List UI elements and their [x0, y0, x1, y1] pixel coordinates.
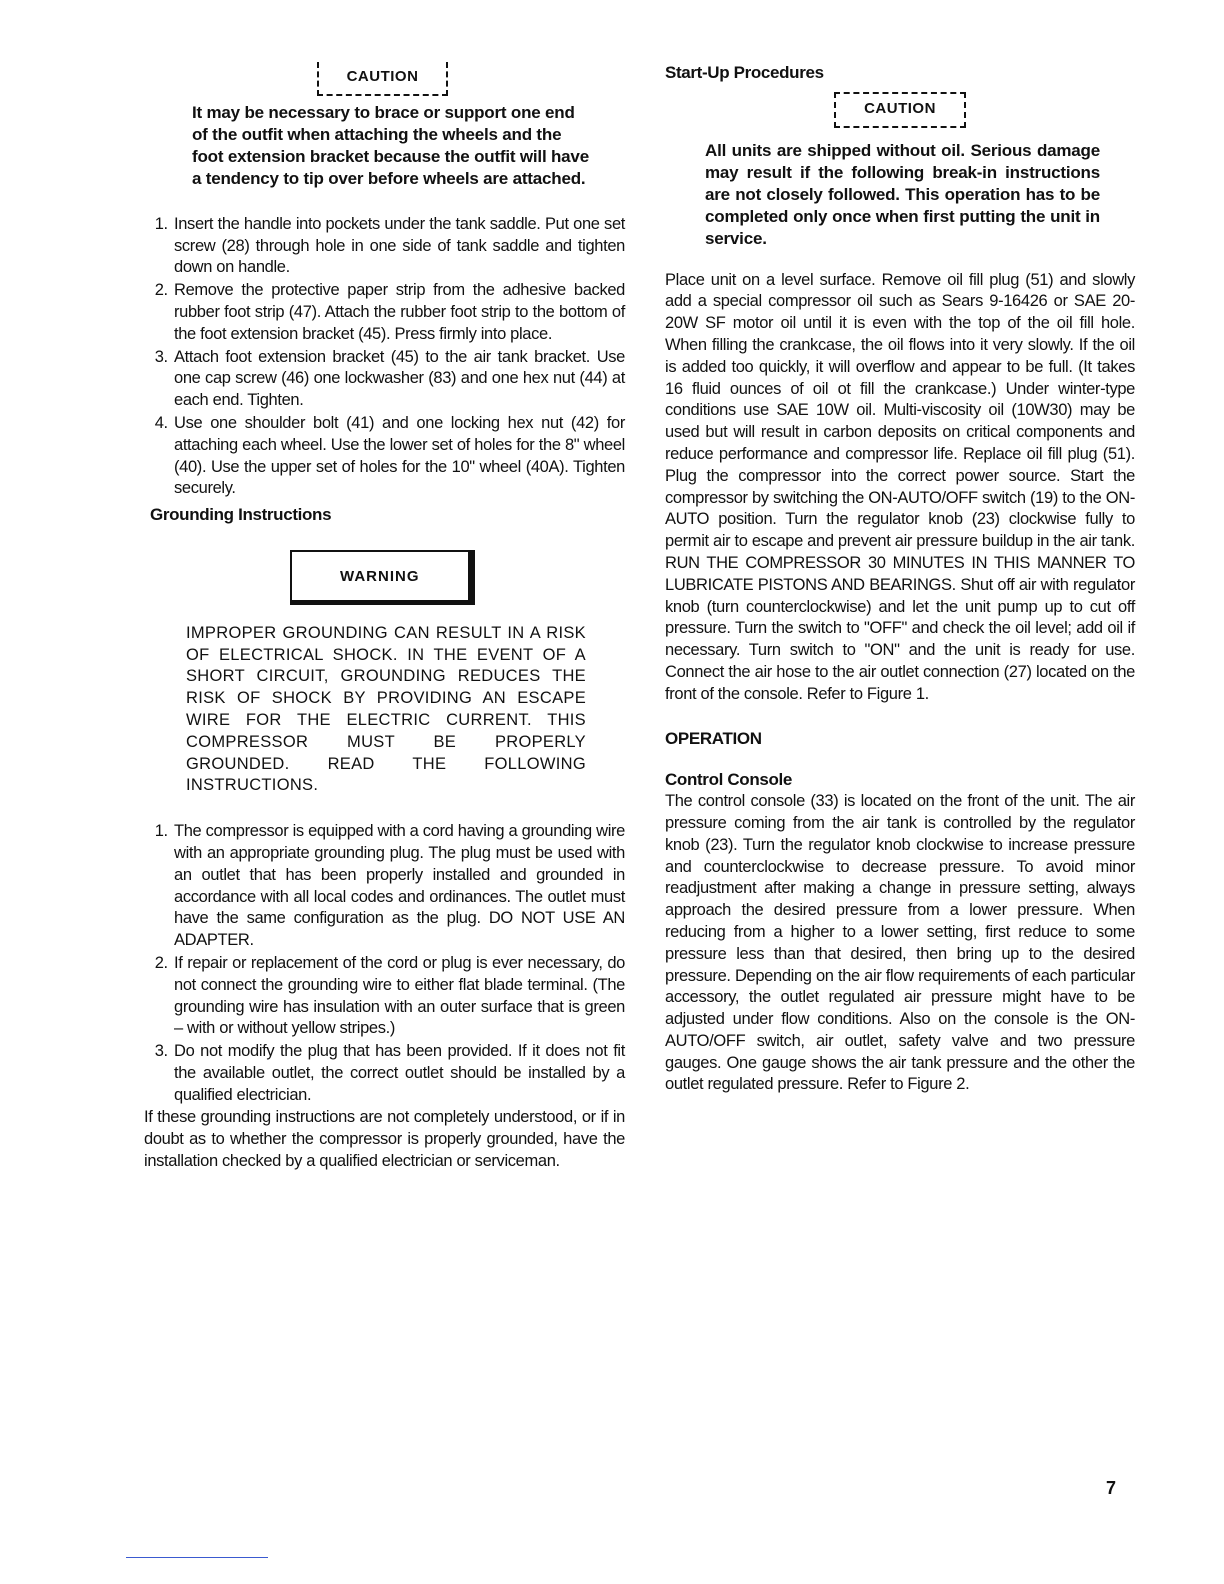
page-number: 7	[1105, 1478, 1116, 1498]
assembly-step: 3. Attach foot extension bracket (45) to the air tank bracket. Use one cap screw (46) one lockwasher (83) and one hex nut (44) at each end. Tighten.	[172, 347, 625, 412]
grounding-step: 3. Do not modify the plug that has been provided. If it does not fit the available outlet, the correct outlet should be installed by a qualified electrician.	[172, 1041, 625, 1106]
assembly-step: 4. Use one shoulder bolt (41) and one locking hex nut (42) for attaching each wheel. Use the lower set of holes for the 8" wheel (40). Use the upper set of holes for the 10" wheel (40A). Tighten securely.	[172, 413, 625, 500]
closing-text: If these grounding instructions are not completely understood, or if in doubt as to whether the compressor is properly grounded, have the installation checked by a qualified electrician or serviceman.	[144, 1108, 625, 1171]
warning-label: WARNING	[290, 550, 475, 605]
left-column	[144, 62, 625, 1173]
caution-label: CAUTION	[834, 92, 966, 128]
grounding-heading: Grounding Instructions	[150, 505, 332, 525]
startup-heading: Start-Up Procedures	[665, 63, 824, 82]
assembly-step: 1. Insert the handle into pockets under the tank saddle. Put one set screw (28) through hole in one side of tank saddle and tighten down on handle.	[172, 214, 625, 279]
caution-text: It may be necessary to brace or support one end of the outfit when attaching the wheels and the foot extension bracket because the outfit will have a tendency to tip over before wheels are attached.	[192, 102, 589, 188]
assembly-steps	[150, 214, 625, 500]
caution-text: All units are shipped without oil. Serious damage may result if the following break-in instructions are not closely followed. This operation has to be completed only once when first putting the unit in service.	[705, 140, 1100, 248]
startup-text: Place unit on a level surface. Remove oil fill plug (51) and slowly add a special compressor oil such as Sears 9-16426 or SAE 20-20W SF motor oil until it is even with the top of the oil fill hole. When filling the crankcase, the oil flows into it very slowly. If the oil is added too quickly, it will overflow and appear to be full. (It takes 16 fluid ounces of oil ot fill the crankcase.) Under winter-type conditions use SAE 10W oil. Multi-viscosity oil (10W30) may be used but will result in carbon deposits on critical components and reduce performance and compressor life. Replace oil fill plug (51). Plug the compressor into the correct power source. Start the compressor by switching the ON-AUTO/OFF switch (19) to the ON-AUTO position. Turn the regulator knob (23) clockwise fully to permit air to escape and prevent air pressure buildup in the air tank. RUN THE COMPRESSOR 30 MINUTES IN THIS MANNER TO LUBRICATE PISTONS AND BEARINGS. Shut off air with regulator knob (turn counterclockwise) and let the unit pump up to cut off pressure. Turn the switch to "OFF" and check the oil level; add oil if necessary. Turn switch to "ON" and the unit is ready for use. Connect the air hose to the air outlet connection (27) located on the front of the console. Refer to Figure 1.	[665, 270, 1135, 703]
grounding-steps	[150, 821, 625, 1106]
footer-rule	[126, 1557, 268, 1558]
operation-heading: OPERATION	[665, 728, 762, 748]
control-console-heading: Control Console	[665, 770, 792, 790]
assembly-step: 2. Remove the protective paper strip from the adhesive backed rubber foot strip (47). Attach the rubber foot strip to the bottom of the foot extension bracket (45). Press firmly into place.	[172, 280, 625, 345]
control-console-text: The control console (33) is located on the front of the unit. The air pressure coming from the air tank is controlled by the regulator knob (23). Turn the regulator knob clockwise to increase pressure and counterclockwise to decrease pressure. To avoid minor readjustment after making a change in pressure setting, always approach the desired pressure from a lower pressure. When reducing from a higher to a lower setting, first reduce to some pressure less than that desired, then bring up to the desired pressure. Depending on the air flow requirements of each particular accessory, the outlet regulated air pressure might have to be adjusted under flow conditions. Also on the console is the ON-AUTO/OFF switch, air outlet, safety valve and two pressure gauges. One gauge shows the air tank pressure and the other the outlet regulated pressure. Refer to Figure 2.	[665, 792, 1135, 1094]
grounding-step: 1. The compressor is equipped with a cord having a grounding wire with an appropriate grounding plug. The plug must be used with an outlet that has been properly installed and grounded in accordance with all local codes and ordinances. The outlet must have the same configuration as the plug. DO NOT USE AN ADAPTER.	[172, 821, 625, 952]
caution-label: CAUTION	[317, 62, 449, 96]
right-column	[665, 62, 1135, 1096]
grounding-step: 2. If repair or replacement of the cord or plug is ever necessary, do not connect the grounding wire to either flat blade terminal. (The grounding wire has insulation with an outer surface that is green – with or without yellow stripes.)	[172, 953, 625, 1040]
warning-text: IMPROPER GROUNDING CAN RESULT IN A RISK OF ELECTRICAL SHOCK. IN THE EVENT OF A SHORT CIRCUIT, GROUNDING REDUCES THE RISK OF SHOCK BY PROVIDING AN ESCAPE WIRE FOR THE ELECTRIC CURRENT. THIS COMPRESSOR MUST BE PROPERLY GROUNDED. READ THE FOLLOWING INSTRUCTIONS.	[186, 623, 586, 795]
